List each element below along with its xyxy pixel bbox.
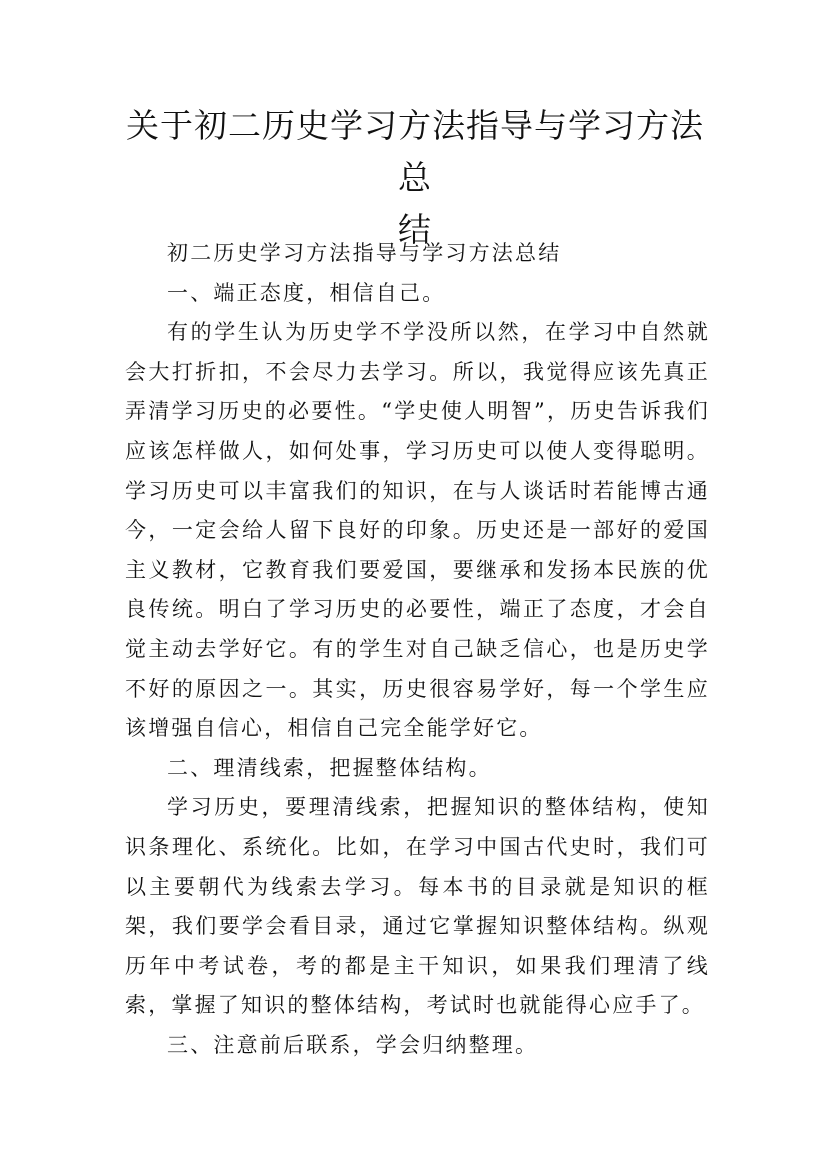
- body-paragraph-1: 有的学生认为历史学不学没所以然，在学习中自然就会大打折扣，不会尽力去学习。所以，我觉得应该先真正弄清学习历史的必要性。“学史使人明智”，历史告诉我们应该怎样做人，如何处事，学习历史可以使人变得聪明。学习历史可以丰富我们的知识，在与人谈话时若能博古通今，一定会给人留下良好的印象。历史还是一部好的爱国主义教材，它教育我们要爱国，要继承和发扬本民族的优良传统。明白了学习历史的必要性，端正了态度，才会自觉主动去学好它。有的学生对自己缺乏信心，也是历史学不好的原因之一。其实，历史很容易学好，每一个学生应该增强自信心，相信自己完全能学好它。: [125, 320, 710, 741]
- body-paragraph-2: 学习历史，要理清线索，把握知识的整体结构，使知识条理化、系统化。比如，在学习中国古代史时，我们可以主要朝代为线索去学习。每本书的目录就是知识的框架，我们要学会看目录，通过它掌握知识整体结构。纵观历年中考试卷，考的都是主干知识，如果我们理清了线索，掌握了知识的整体结构，考试时也就能得心应手了。: [125, 795, 710, 1018]
- document-title-line-1: 关于初二历史学习方法指导与学习方法总: [126, 106, 704, 197]
- document-title: [110, 100, 720, 256]
- section-heading-2: 二、理清线索，把握整体结构。: [167, 755, 492, 780]
- document-title-line-2: 结: [398, 210, 432, 249]
- section-heading-1: 一、端正态度，相信自己。: [167, 280, 446, 305]
- subtitle-paragraph: 初二历史学习方法指导与学习方法总结: [167, 241, 562, 265]
- section-heading-3: 三、注意前后联系，学会归纳整理。: [167, 1032, 539, 1057]
- document-body: [125, 234, 710, 1065]
